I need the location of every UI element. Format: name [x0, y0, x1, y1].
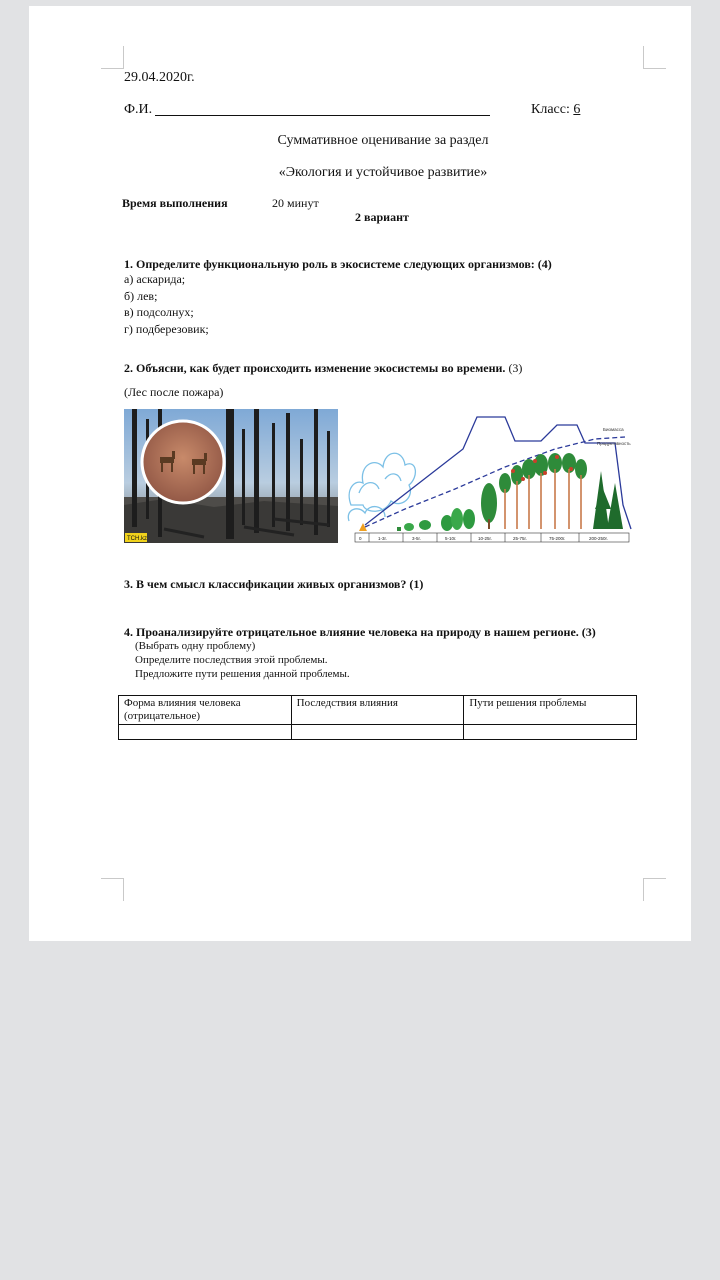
table-cell — [119, 725, 292, 740]
class-label: Класс: — [531, 102, 570, 117]
q4-line2: (Выбрать одну проблему) — [135, 640, 256, 652]
margin-corner-top-left — [101, 46, 124, 69]
title-line2: «Экология и устойчивое развитие» — [278, 165, 488, 180]
q1-answer-d: г) подберезовик; — [124, 321, 209, 336]
q4-line3: Определите последствия этой проблемы. — [135, 654, 328, 666]
q4-line4: Предложите пути решения данной проблемы. — [135, 668, 350, 680]
q1-question: 1. Определите функциональную роль в экосистеме следующих организмов: (4) — [124, 257, 552, 271]
table-header-cell: Форма влияния человека (отрицательное) — [119, 696, 292, 725]
q4-question: 4. Проанализируйте отрицательное влияние человека на природу в нашем регионе. (3) — [124, 625, 596, 639]
q1-answer-b: б) лев; — [124, 288, 158, 303]
diagram-tick-2: 3-5г. — [412, 536, 421, 541]
diagram-legend-biomass: Биомасса — [603, 427, 624, 432]
diagram-tick-0: 0 — [359, 536, 362, 541]
margin-corner-bottom-left — [101, 878, 124, 901]
table-row — [119, 725, 637, 740]
table-header-cell: Пути решения проблемы — [464, 696, 637, 725]
date: 29.04.2020г. — [124, 70, 195, 85]
q1-answer-c: в) подсолнух; — [124, 305, 194, 319]
table-header-row — [119, 696, 637, 725]
margin-corner-bottom-right — [643, 878, 666, 901]
table-cell — [464, 725, 637, 740]
q1-answer-a: а) аскарида; — [124, 272, 186, 286]
diagram-tick-5: 25-75г. — [513, 536, 527, 541]
diagram-tick-4: 10-25г. — [478, 536, 492, 541]
margin-corner-top-right — [643, 46, 666, 69]
table-header-cell: Последствия влияния — [291, 696, 464, 725]
q3-question: 3. В чем смысл классификации живых организмов? (1) — [124, 577, 424, 591]
q1-answer-list — [124, 271, 209, 337]
time-value: 20 минут — [272, 196, 319, 210]
diagram-tick-3: 5-10г. — [445, 536, 457, 541]
class-value: 6 — [573, 102, 581, 117]
q2-subtitle: (Лес после пожара) — [124, 385, 224, 399]
class-field — [531, 102, 580, 118]
succession-diagram — [345, 409, 633, 543]
diagram-legend-productivity: Продуктивность — [597, 441, 631, 446]
answer-table — [118, 695, 637, 740]
title-line1: Суммативное оценивание за раздел — [277, 133, 489, 148]
fio-label: Ф.И. — [124, 102, 153, 117]
fio-underline — [155, 114, 490, 116]
diagram-tick-7: 200-250г. — [589, 536, 608, 541]
table-cell — [291, 725, 464, 740]
diagram-tick-1: 1-3г. — [378, 536, 387, 541]
q2-points: (3) — [508, 361, 523, 375]
time-label: Время выполнения — [122, 196, 228, 210]
burned-forest-photo — [124, 409, 338, 543]
q2-question-row — [124, 361, 522, 376]
photo-caption: ТСН.kz — [127, 536, 147, 542]
q2-question: 2. Объясни, как будет происходить изменение экосистемы во времени. — [124, 361, 506, 375]
document-page — [29, 6, 691, 941]
variant-label: 2 вариант — [355, 210, 409, 224]
diagram-tick-6: 75-200г. — [549, 536, 566, 541]
